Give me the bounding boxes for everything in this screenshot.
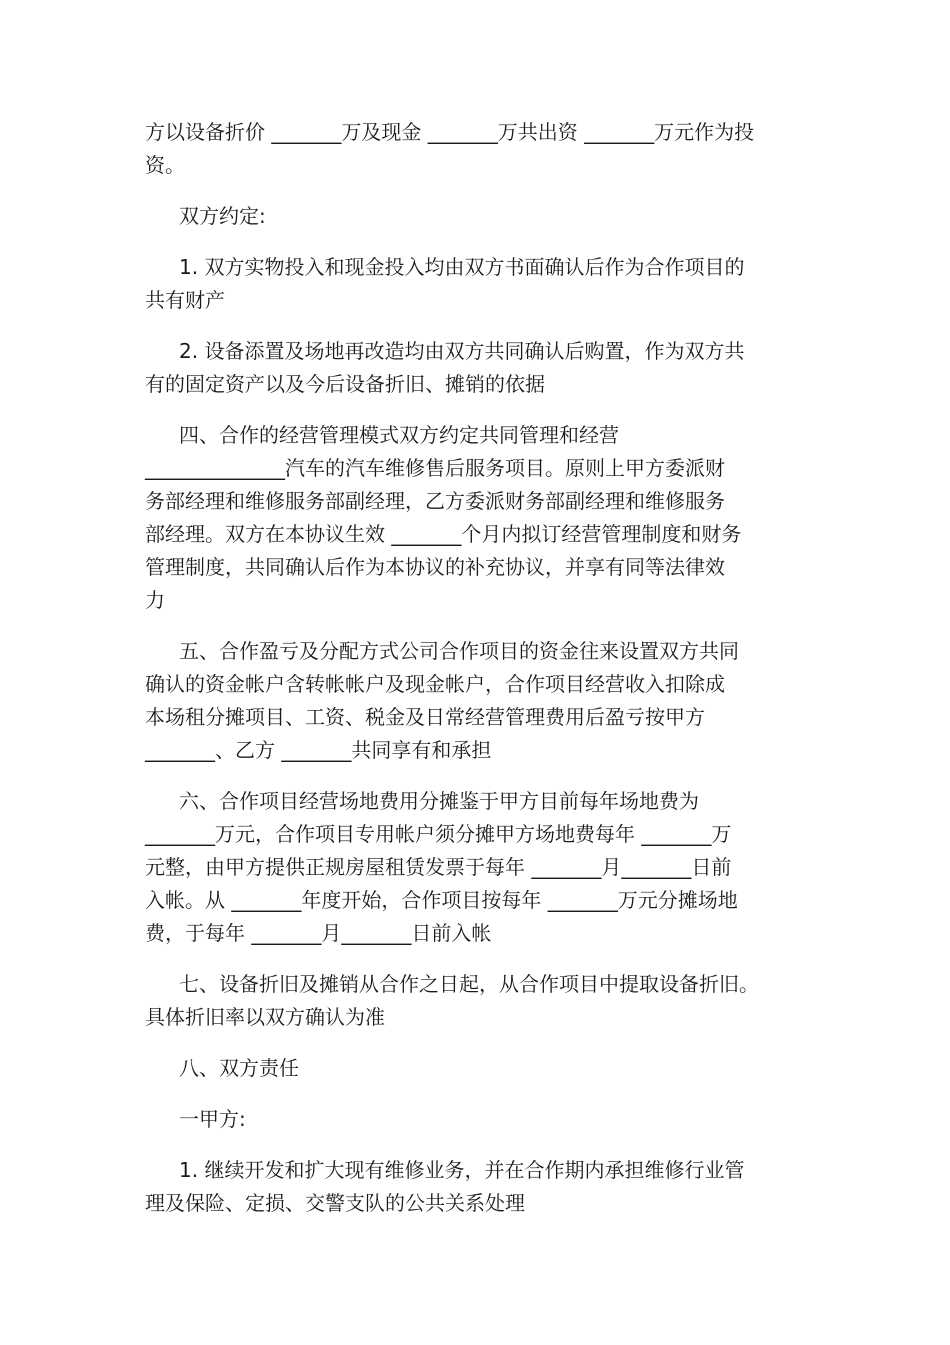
text-line: 五、合作盈亏及分配方式公司合作项目的资金往来设置双方共同 [179, 639, 739, 663]
para-section-5 [145, 635, 810, 767]
text-line: 双方约定: [179, 204, 266, 228]
text-line: 一甲方: [179, 1107, 246, 1131]
text-line: _______、乙方 _______共同享有和承担 [145, 738, 492, 762]
para-clause-2 [145, 335, 810, 401]
para-section-4 [145, 419, 810, 617]
para-agreement [145, 200, 810, 233]
text-line: 元整，由甲方提供正规房屋租赁发票于每年 _______月_______日前 [145, 855, 732, 879]
text-line: ______________汽车的汽车维修售后服务项目。原则上甲方委派财 [145, 456, 725, 480]
text-line: 七、设备折旧及摊销从合作之日起，从合作项目中提取设备折旧。 [179, 972, 759, 996]
text-line: 六、合作项目经营场地费用分摊鉴于甲方目前每年场地费为 [179, 789, 699, 813]
para-section-6 [145, 785, 810, 950]
para-section-8 [145, 1052, 810, 1085]
text-line: 共有财产 [145, 288, 225, 312]
text-line: 入帐。从 _______年度开始，合作项目按每年 _______万元分摊场地 [145, 888, 738, 912]
document-page [145, 116, 810, 1238]
text-line: 1. 双方实物投入和现金投入均由双方书面确认后作为合作项目的 [179, 255, 745, 279]
text-line: 1. 继续开发和扩大现有维修业务，并在合作期内承担维修行业管 [179, 1158, 745, 1182]
para-capital [145, 116, 810, 182]
text-line: 部经理。双方在本协议生效 _______个月内拟订经营管理制度和财务 [145, 522, 742, 546]
text-line: 八、双方责任 [179, 1056, 299, 1080]
text-line: 力 [145, 588, 165, 612]
para-party-a [145, 1103, 810, 1136]
text-line: 费，于每年 _______月_______日前入帐 [145, 921, 492, 945]
para-party-a-1 [145, 1154, 810, 1220]
para-clause-1 [145, 251, 810, 317]
text-line: 理及保险、定损、交警支队的公共关系处理 [145, 1191, 525, 1215]
text-line: 务部经理和维修服务部副经理，乙方委派财务部副经理和维修服务 [145, 489, 725, 513]
text-line: 有的固定资产以及今后设备折旧、摊销的依据 [145, 372, 545, 396]
text-line: 确认的资金帐户含转帐帐户及现金帐户，合作项目经营收入扣除成 [145, 672, 725, 696]
text-line: 方以设备折价 _______万及现金 _______万共出资 _______万元作为投 [145, 120, 755, 144]
text-line: 四、合作的经营管理模式双方约定共同管理和经营 [179, 423, 619, 447]
text-line: 具体折旧率以双方确认为准 [145, 1005, 385, 1029]
text-line: _______万元，合作项目专用帐户须分摊甲方场地费每年 _______万 [145, 822, 732, 846]
text-line: 2. 设备添置及场地再改造均由双方共同确认后购置，作为双方共 [179, 339, 745, 363]
text-line: 资。 [145, 153, 185, 177]
para-section-7 [145, 968, 810, 1034]
text-line: 本场租分摊项目、工资、税金及日常经营管理费用后盈亏按甲方 [145, 705, 705, 729]
text-line: 管理制度，共同确认后作为本协议的补充协议，并享有同等法律效 [145, 555, 725, 579]
